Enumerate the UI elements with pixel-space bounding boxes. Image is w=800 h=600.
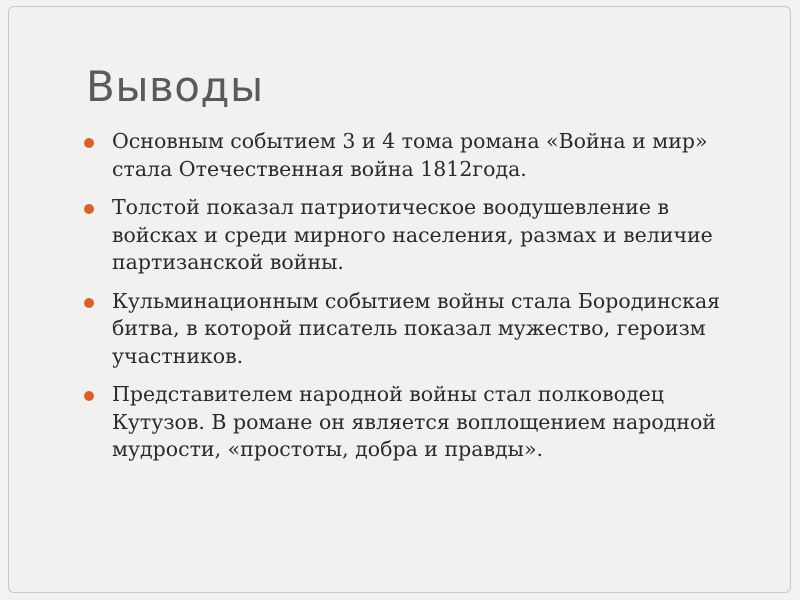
bullet-item [84,288,744,371]
bullet-list [84,128,744,475]
bullet-text: Основным событием 3 и 4 тома романа «Война и мир» стала Отечественная война 1812года. [112,129,708,181]
bullet-dot-icon [84,138,94,148]
bullet-dot-icon [84,204,94,214]
bullet-dot-icon [84,298,94,308]
bullet-text: Представителем народной войны стал полководец Кутузов. В романе он является воплощением народной мудрости, «простоты, добра и правды». [112,382,716,461]
bullet-item [84,128,744,183]
bullet-text: Толстой показал патриотическое воодушевление в войсках и среди мирного населения, размах и величие партизанской войны. [112,195,713,274]
bullet-dot-icon [84,391,94,401]
bullet-text: Кульминационным событием войны стала Бородинская битва, в которой писатель показал мужество, героизм участников. [112,288,721,368]
bullet-item [84,194,744,277]
bullet-item [84,381,744,464]
slide-title: Выводы [86,62,264,111]
